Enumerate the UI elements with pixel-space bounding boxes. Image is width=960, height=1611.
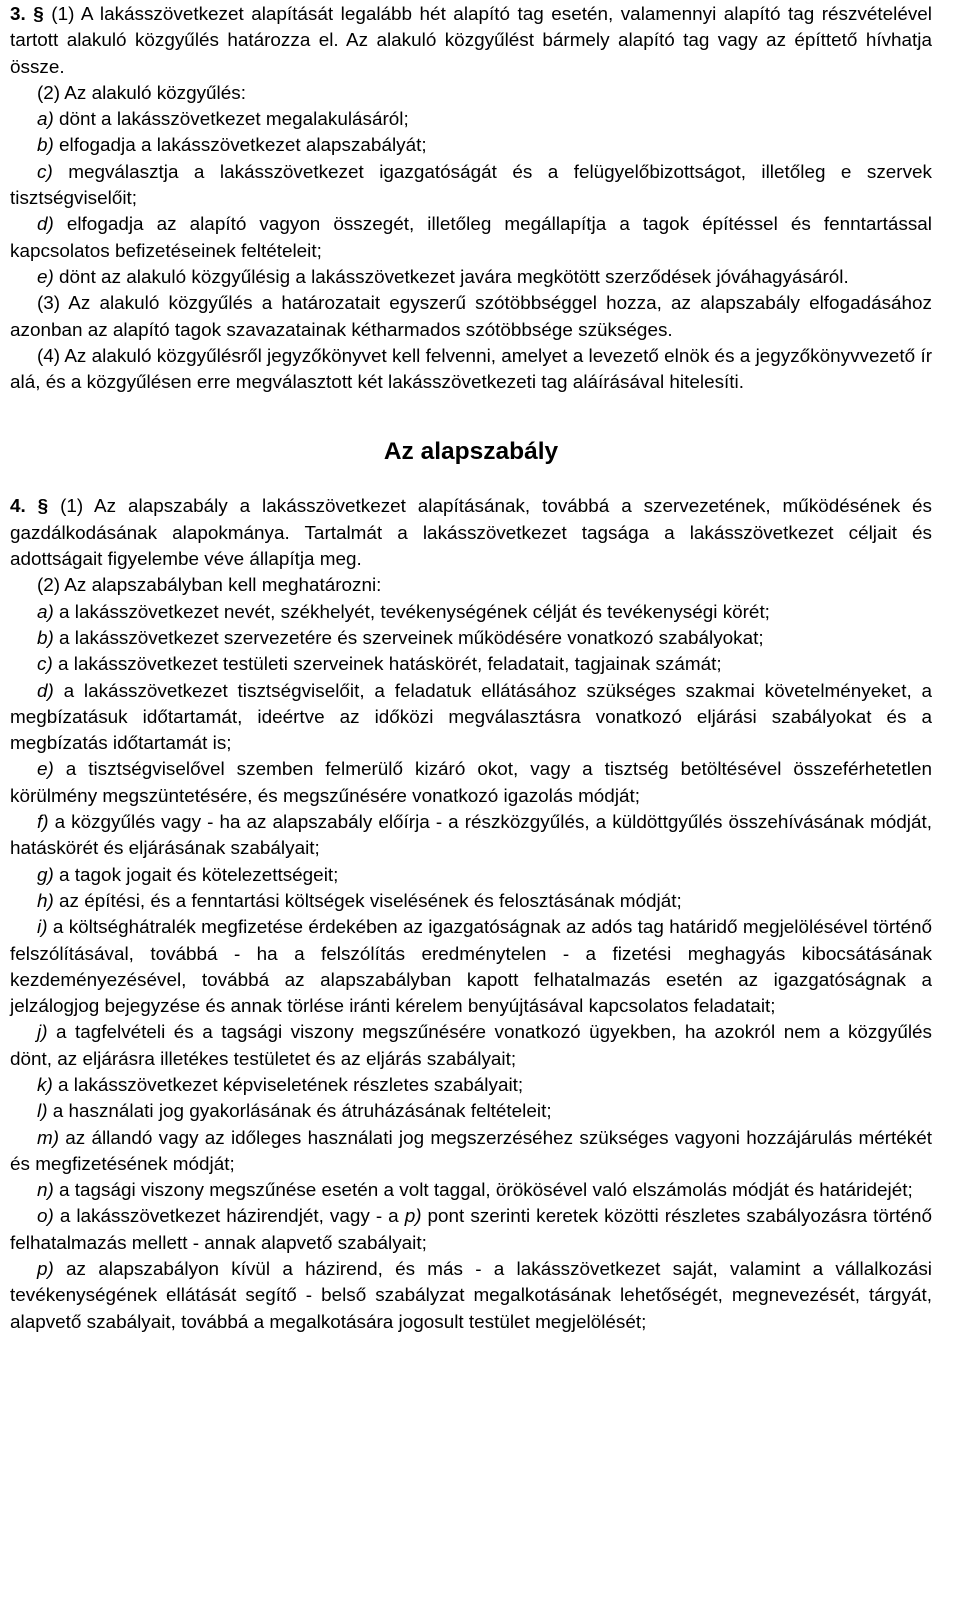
item-text: dönt a lakásszövetkezet megalakulásáról; xyxy=(53,109,409,131)
item-letter: g) xyxy=(37,864,54,886)
section-4-text-1: (1) Az alapszabály a lakásszövetkezet alapításának, továbbá a szervezetének, működésének és gazdálkodásának alapokmánya. Tartalmát a lakásszövetkezet tagsága a lakásszövetkezet céljait és adottságait figyelembe véve állapítja meg. xyxy=(10,496,933,571)
list-item xyxy=(10,652,932,678)
section-4-item-o xyxy=(10,1204,932,1257)
list-item xyxy=(10,1020,932,1073)
list-item xyxy=(10,915,932,1020)
list-item xyxy=(10,810,932,863)
item-letter: p) xyxy=(37,1259,54,1281)
item-text: a tagok jogait és kötelezettségeit; xyxy=(53,864,339,886)
item-text: a lakásszövetkezet testületi szerveinek hatáskörét, feladatait, tagjainak számát; xyxy=(52,654,722,676)
list-item xyxy=(10,889,932,915)
section-3-para-2-intro: (2) Az alakuló közgyűlés: xyxy=(37,82,246,104)
item-letter: b) xyxy=(37,627,54,649)
section-3-number: 3. xyxy=(10,4,26,25)
document-page xyxy=(0,2,960,1611)
item-reference: p) xyxy=(404,1206,422,1228)
list-item xyxy=(10,265,932,291)
item-letter: e) xyxy=(37,266,54,288)
item-text: dönt az alakuló közgyűlésig a lakásszövetkezet javára megkötött szerződések jóváhagyásáról. xyxy=(53,266,849,288)
list-item xyxy=(10,1178,932,1204)
section-4-number: 4. xyxy=(10,496,26,518)
item-text: a lakásszövetkezet tisztségviselőit, a feladatuk ellátásához szükséges szakmai követelményeket, a megbízatásuk időtartamát, ideértve az időközi megválasztásra vonatkozó eljárási szabályokat és a megbízatás időtartamát is; xyxy=(10,680,932,755)
item-letter: k) xyxy=(37,1074,53,1096)
item-letter: o) xyxy=(37,1206,54,1228)
list-item xyxy=(10,133,932,159)
item-letter: l) xyxy=(37,1101,48,1123)
item-letter: b) xyxy=(37,135,54,157)
list-item xyxy=(10,626,932,652)
item-text: megválasztja a lakásszövetkezet igazgatóságát és a felügyelőbizottságot, illetőleg e szervek tisztségviselőit; xyxy=(10,161,932,210)
list-item xyxy=(10,757,932,810)
item-letter: n) xyxy=(37,1180,54,1202)
item-text: a lakásszövetkezet képviseletének részletes szabályait; xyxy=(52,1074,524,1096)
item-text: pont szerinti keretek közötti részletes szabályozásra történő felhatalmazás mellett - annak alapvető szabályait; xyxy=(10,1206,932,1254)
item-text: a tagsági viszony megszűnése esetén a volt taggal, örökösével való elszámolás módját és határidejét; xyxy=(53,1180,913,1202)
item-letter: c) xyxy=(37,161,53,183)
item-text: az építési, és a fenntartási költségek viselésének és felosztásának módját; xyxy=(53,890,682,912)
item-letter: j) xyxy=(37,1022,48,1044)
list-item xyxy=(10,212,932,265)
section-sign: § xyxy=(37,496,49,518)
section-3-para-1 xyxy=(10,2,932,81)
list-item xyxy=(10,679,932,758)
item-letter: d) xyxy=(37,680,54,702)
item-text: elfogadja a lakásszövetkezet alapszabályát; xyxy=(53,135,427,157)
list-item xyxy=(10,600,932,626)
item-text: a tagfelvételi és a tagsági viszony megszűnésére vonatkozó ügyekben, ha azokról nem a közgyűlés dönt, az eljárásra illetékes testületet és az eljárás szabályait; xyxy=(10,1022,932,1070)
item-text: a tisztségviselővel szemben felmerülő kizáró okot, vagy a tisztség betöltésével összeférhetetlen körülmény megszüntetésére, és megszűnésére vonatkozó igazolás módját; xyxy=(10,759,932,807)
list-item xyxy=(10,1126,932,1179)
item-text: elfogadja az alapító vagyon összegét, illetőleg megállapítja a tagok építéssel és fenntartással kapcsolatos befizetéseinek feltételeit; xyxy=(10,214,932,262)
list-item xyxy=(10,160,932,213)
item-letter: i) xyxy=(37,917,48,939)
item-letter: e) xyxy=(37,759,54,781)
item-text: a költséghátralék megfizetése érdekében az igazgatóságnak az adós tag határidő megjelölésével történő felszólításával, továbbá - ha a felszólítás eredménytelen - a fizetési meghagyás kibocsátásának kezdeményezésével, továbbá az alapszabályban kapott felhatalmazás esetén az igazgatóságnak a jelzálogjog bejegyzése és annak törlése iránti kérelem benyújtásával kapcsolatos feladatait; xyxy=(10,917,932,1018)
item-text: a használati jog gyakorlásának és átruházásának feltételeit; xyxy=(47,1101,552,1123)
section-3-para-4: (4) Az alakuló közgyűlésről jegyzőkönyvet kell felvenni, amelyet a levezető elnök és a jegyzőkönyvvezető ír alá, és a közgyűlésen erre megválasztott két lakásszövetkezeti tag aláírásával hitelesíti. xyxy=(10,345,932,394)
item-text: az állandó vagy az időleges használati jog megszerzéséhez szükséges vagyoni hozzájárulás mértékét és megfizetésének módját; xyxy=(10,1127,932,1175)
item-letter: c) xyxy=(37,654,53,676)
item-text: a lakásszövetkezet nevét, székhelyét, tevékenységének célját és tevékenységi körét; xyxy=(53,601,770,623)
item-letter: m) xyxy=(37,1127,60,1149)
item-letter: f) xyxy=(37,812,49,834)
section-3-item-list xyxy=(10,107,932,291)
item-letter: a) xyxy=(37,109,54,131)
section-4-item-list xyxy=(10,600,932,1205)
section-4-para-1 xyxy=(10,494,932,573)
item-letter: h) xyxy=(37,890,54,912)
item-text: a lakásszövetkezet házirendjét, vagy - a xyxy=(53,1206,405,1228)
item-letter: a) xyxy=(37,601,54,623)
section-4-item-p xyxy=(10,1257,932,1336)
item-letter: d) xyxy=(37,214,54,236)
item-text: az alapszabályon kívül a házirend, és más - a lakásszövetkezet saját, valamint a vállalkozási tevékenységének ellátását segítő - belső szabályzat megalkotásának lehetőségét, megnevezését, tárgyát, alapvető szabályait, továbbá a megalkotására jogosult testület megjelölését; xyxy=(10,1259,932,1333)
list-item xyxy=(10,1099,932,1125)
list-item xyxy=(10,863,932,889)
section-3-text-1: (1) A lakásszövetkezet alapítását legalább hét alapító tag esetén, valamennyi alapító tag részvételével tartott alakuló közgyűlés határozza el. Az alakuló közgyűlést bármely alapító tag vagy az építtető hívhatja össze. xyxy=(10,4,932,78)
section-4-para-2-intro: (2) Az alapszabályban kell meghatározni: xyxy=(37,575,382,597)
item-text: a lakásszövetkezet szervezetére és szerveinek működésére vonatkozó szabályokat; xyxy=(53,627,764,649)
section-sign: § xyxy=(33,4,44,25)
section-3-para-3: (3) Az alakuló közgyűlés a határozatait egyszerű szótöbbséggel hozza, az alapszabály elfogadásához azonban az alapító tagok szavazatainak kétharmados szótöbbsége szükséges. xyxy=(10,293,932,341)
list-item xyxy=(10,1073,932,1099)
item-text: a közgyűlés vagy - ha az alapszabály előírja - a részközgyűlés, a küldöttgyűlés összehívásának módját, hatáskörét és eljárásának szabályait; xyxy=(10,812,932,860)
list-item xyxy=(10,107,932,133)
section-heading: Az alapszabály xyxy=(383,438,559,466)
